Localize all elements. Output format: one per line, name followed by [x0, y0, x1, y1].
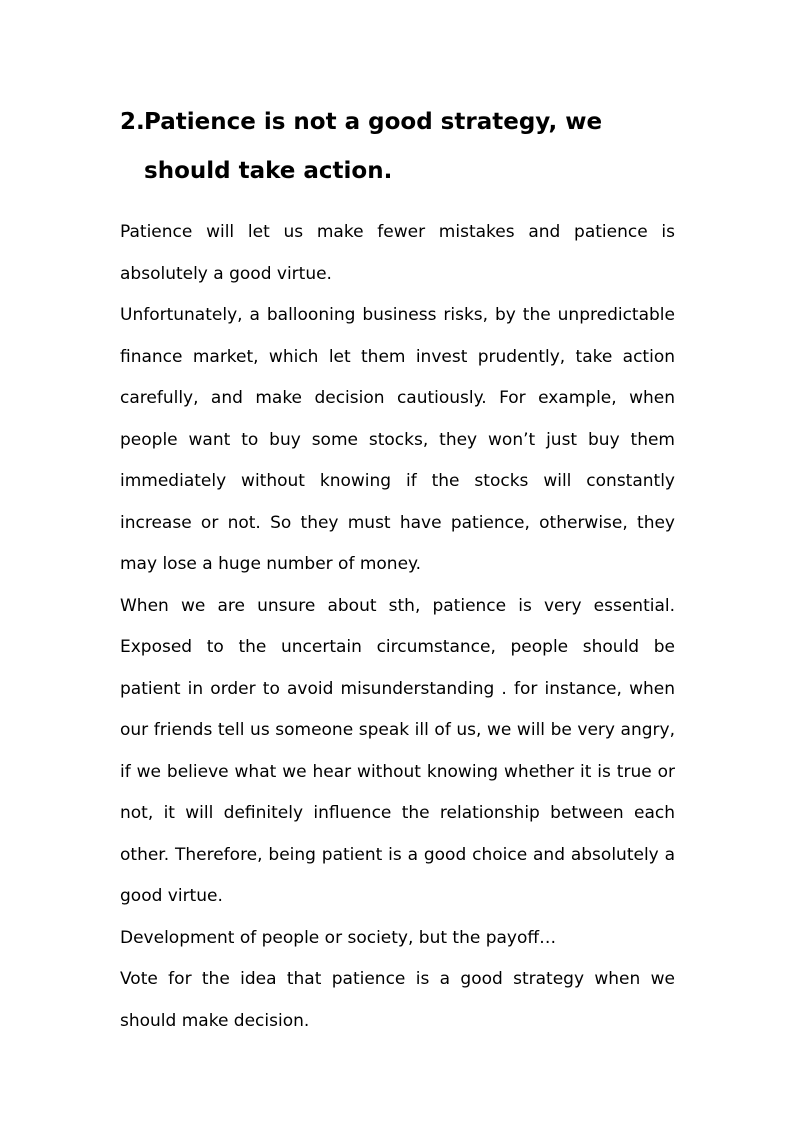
document-page: [120, 98, 675, 1042]
paragraph-development: Development of people or society, but the payoff…: [120, 927, 557, 948]
paragraph-conclusion: Vote for the idea that patience is a good strategy when we should make decision.: [120, 969, 675, 1031]
paragraph-intro: Patience will let us make fewer mistakes and patience is absolutely a good virtue.: [120, 222, 675, 284]
paragraph-finance-example: Unfortunately, a ballooning business risks, by the unpredictable finance market, which let them invest prudently, take action carefully, and make decision cautiously. For example, when people want to buy some stocks, they won’t just buy them immediately without knowing if the stocks will constantly increase or not. So they must have patience, otherwise, they may lose a huge number of money.: [120, 305, 675, 574]
heading-number: 2.: [120, 109, 145, 135]
heading-title: Patience is not a good strategy, we should take action.: [144, 109, 603, 184]
section-heading: [120, 98, 675, 196]
paragraph-uncertainty: When we are unsure about sth, patience is very essential. Exposed to the uncertain circumstance, people should be patient in order to avoid misunderstanding . for instance, when our friends tell us someone speak ill of us, we will be very angry, if we believe what we hear without knowing whether it is true or not, it will definitely influence the relationship between each other. Therefore, being patient is a good choice and absolutely a good virtue.: [120, 595, 675, 906]
